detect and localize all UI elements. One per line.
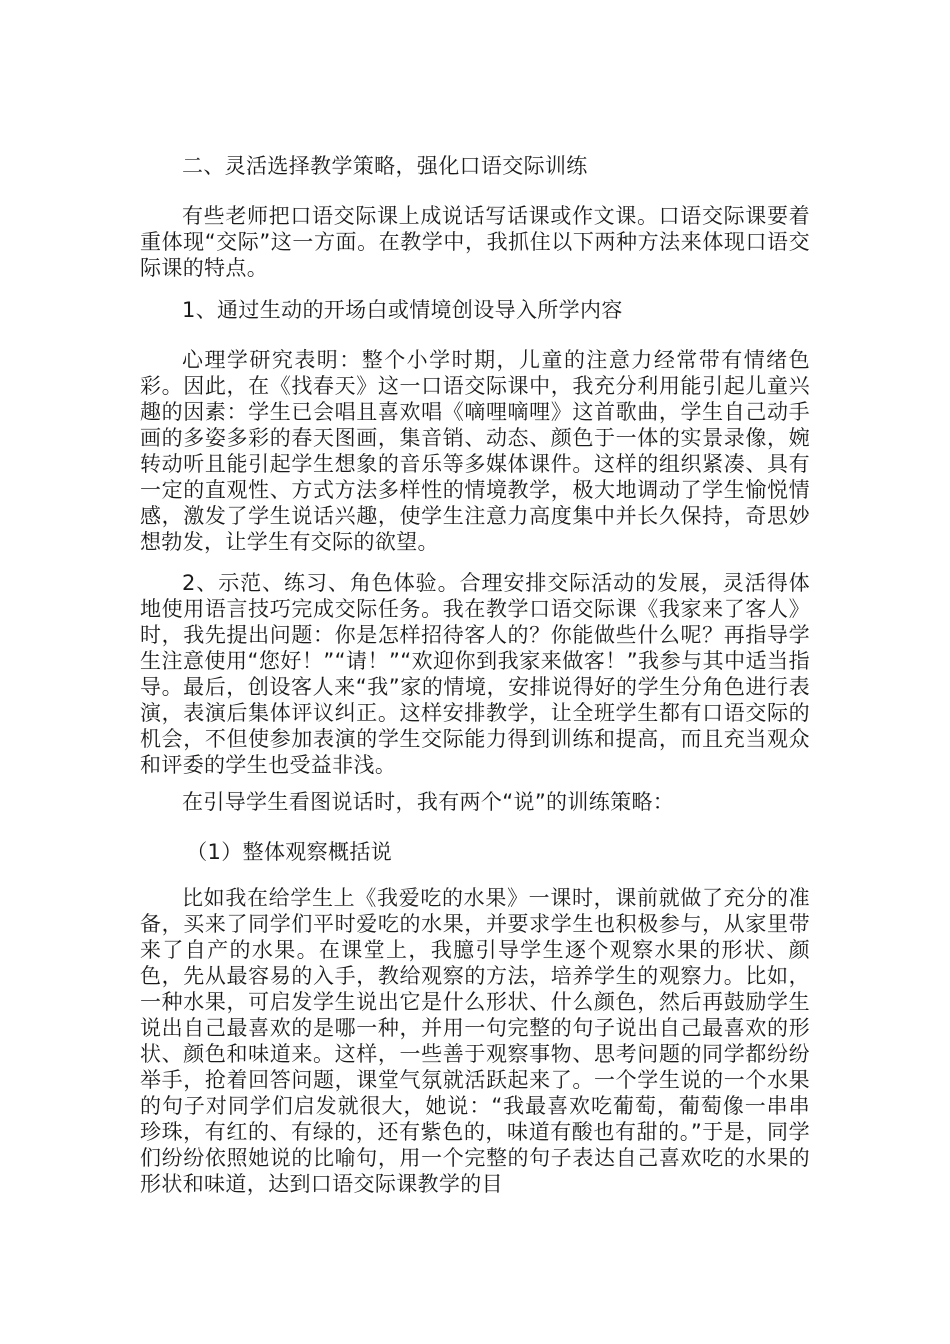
strategy1-paragraph: 比如我在给学生上《我爱吃的水果》一课时，课前就做了充分的准备，买来了同学们平时爱吃的水果，并要求学生也积极参与，从家里带来了自产的水果。在课堂上，我臆引导学生逐个观察水果的形状、颜色，先从最容易的入手，教给观察的方法，培养学生的观察力。比如，一种水果，可启发学生说出它是什么形状、什么颜色，然后再鼓励学生说出自己最喜欢的是哪一种，并用一句完整的句子说出自己最喜欢的形状、颜色和味道来。这样，一些善于观察事物、思考问题的同学都纷纷举手，抢着回答问题，课堂气氛就活跃起来了。一个学生说的一个水果的句子对同学们启发就很大，她说：“我最喜欢吃葡萄，葡萄像一串串珍珠，有红的、有绿的，还有紫色的，味道有酸也有甜的。”于是，同学们纷纷依照她说的比喻句，用一个完整的句子表达自己喜欢吃的水果的形状和味道，达到口语交际课教学的目	[140, 886, 810, 1196]
intro-paragraph: 有些老师把口语交际课上成说话写话课或作文课。口语交际课要着重体现“交际”这一方面。在教学中，我抓住以下两种方法来体现口语交际课的特点。	[140, 204, 810, 280]
strategy-intro: 在引导学生看图说话时，我有两个“说”的训练策略：	[182, 790, 675, 814]
method1-paragraph: 心理学研究表明：整个小学时期，儿童的注意力经常带有情绪色彩。因此，在《找春天》这一口语交际课中，我充分利用能引起儿童兴趣的因素：学生已会唱且喜欢唱《嘀哩嘀哩》这首歌曲，学生自己动手画的多姿多彩的春天图画，集音销、动态、颜色于一体的实景录像，婉转动听且能引起学生想象的音乐等多媒体课件。这样的组织紧凑、具有一定的直观性、方式方法多样性的情境教学，极大地调动了学生愉悦情感，激发了学生说话兴趣，使学生注意力高度集中并长久保持，奇思妙想勃发，让学生有交际的欲望。	[140, 348, 810, 554]
method1-heading: 1、通过生动的开场白或情境创设导入所学内容	[182, 298, 623, 322]
strategy1-heading: （1）整体观察概括说	[186, 840, 393, 864]
section-heading: 二、灵活选择教学策略，强化口语交际训练	[182, 154, 588, 178]
method2-paragraph: 2、示范、练习、角色体验。合理安排交际活动的发展，灵活得体地使用语言技巧完成交际任务。我在教学口语交际课《我家来了客人》时，我先提出问题：你是怎样招待客人的？你能做些什么呢？再指导学生注意使用“您好！”“请！”“欢迎你到我家来做客！”我参与其中适当指导。最后，创设客人来“我”家的情境，安排说得好的学生分角色进行表演，表演后集体评议纠正。这样安排教学，让全班学生都有口语交际的机会，不但使参加表演的学生交际能力得到训练和提高，而且充当观众和评委的学生也受益非浅。	[140, 571, 810, 777]
